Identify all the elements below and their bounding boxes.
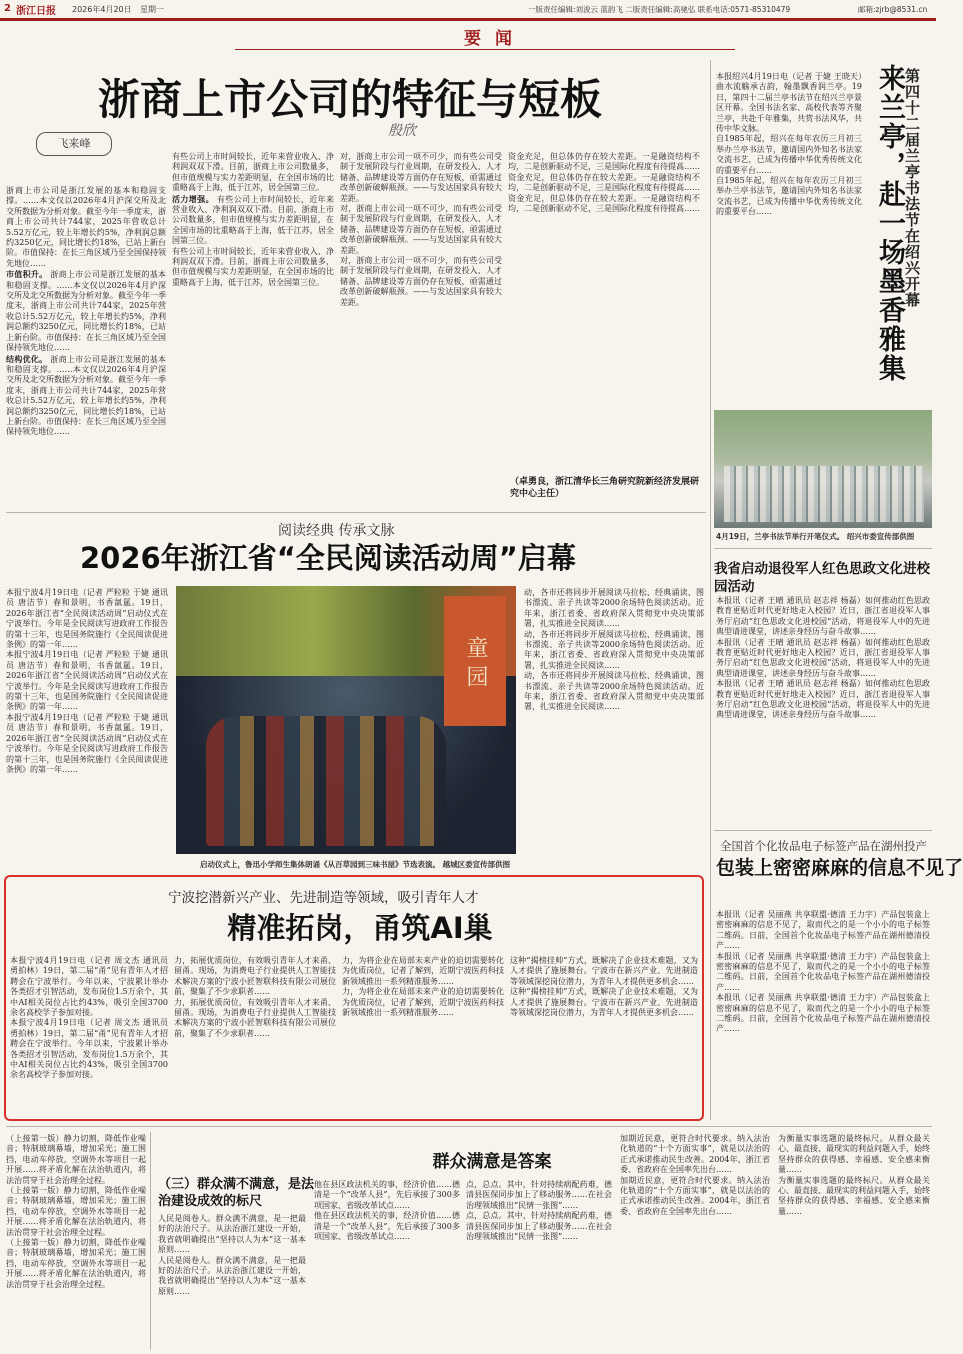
page-number: 2 bbox=[4, 3, 11, 14]
issue-weekday: 星期一 bbox=[140, 5, 164, 14]
bottom-col5 bbox=[620, 1134, 770, 1350]
article2-title: 2026年浙江省“全民阅读活动周”启幕 bbox=[80, 541, 576, 575]
email-line: 邮箱:zjrb@8531.cn bbox=[858, 5, 928, 14]
bottom-col6-text: 为衡量实事选题的最终标尺。从群众最关心、最直接、最现实的利益问题入手，始终坚持群众的获得感、幸福感、安全感来衡量…… bbox=[778, 1134, 930, 1175]
cosmetics-body-more: 本报讯（记者 吴丽燕 共享联盟·德清 王力宇）产品包装盒上密密麻麻的信息不见了，取而代之的是一个小小的电子标签二维码。日前，全国首个化妆品电子标签产品在湖州德清投产…… bbox=[716, 951, 930, 992]
reading-event-photo bbox=[176, 586, 516, 854]
article1-subhead-1: 市值积升。 bbox=[6, 269, 48, 280]
article1-col3 bbox=[340, 152, 502, 504]
bottom-left-more2: （上接第一版）静力切割，降低作业噪音；特制玻璃幕墙，增加采光；施工围挡，电动车停放，空调外水等项目一起开展……将矛盾化解在法治轨道内，将法治贯穿于社会治理全过程。 bbox=[6, 1238, 146, 1289]
article1-title: 浙商上市公司的特征与短板 bbox=[98, 75, 603, 124]
article3-col1 bbox=[10, 956, 168, 1116]
article2-photo-caption: 启动仪式上，鲁迅小学师生集体朗诵《从百草园到三味书屋》节选表演。 越城区委宣传部供图 bbox=[200, 860, 511, 869]
article2-col2-more: 动，各市还将同步开展阅读马拉松、经典诵读、图书漂流、亲子共读等2000余场特色阅读活动。近年来，浙江省委、省政府深入贯彻党中央决策部署，扎实推进全民阅读…… bbox=[524, 629, 704, 670]
article1-col4-more2: 资金充足，但总体仍存在较大差距。一是融资结构不均，二是创新驱动不足，三是国际化程度有待提高…… bbox=[508, 193, 700, 214]
photo-crowd bbox=[724, 466, 924, 522]
veterans-body-more: 本报讯（记者 王晴 通讯员 赵志祥 杨磊）如何推动红色思政教育更贴近时代更好地走入校园？近日，浙江省退役军人事务厅启动“红色思政文化进校园”活动，将退役军人中的先进典型请进课堂，讲述亲身经历与奋斗故事…… bbox=[716, 637, 930, 678]
article3-col1-text: 本报宁波4月19日电（记者 周文杰 通讯员 勇拍林）19日，第二届“甬”见有青年人才招聘会在宁波举行。今年以来，宁波累计举办各类招才引智活动，发布岗位1.5万余个，其中AI相关岗位占比约43%，吸引全国3700余名高校学子参加对接。 bbox=[10, 956, 168, 1018]
bottom-col4-more: 点，总点。其中，针对持续病配药难，德清县医保同步加上了移动服务……在社会治理领域推出“民情一张图”…… bbox=[466, 1211, 612, 1242]
article2-col1-more2: 本报宁波4月19日电（记者 严粒粒 于婕 通讯员 唐洁节）春和景明，书香氤氲。19日，2026年浙江省“全民阅读活动周”启动仪式在宁波举行。今年是全民阅读写进政府工作报告的第十三年，也是国务院施行《全民阅读促进条例》的第一年…… bbox=[6, 712, 168, 774]
article2-col2-more2: 动，各市还将同步开展阅读马拉松、经典诵读、图书漂流、亲子共读等2000余场特色阅读活动。近年来，浙江省委、省政府深入贯彻党中央决策部署，扎实推进全民阅读…… bbox=[524, 671, 704, 712]
article1-col4-text: 资金充足，但总体仍存在较大差距。一是融资结构不均，二是创新驱动不足，三是国际化程度有待提高…… bbox=[508, 152, 700, 172]
cosmetics-body-more2: 本报讯（记者 吴丽燕 共享联盟·德清 王力宇）产品包装盒上密密麻麻的信息不见了，取而代之的是一个小小的电子标签二维码。日前，全国首个化妆品电子标签产品在湖州德清投产…… bbox=[716, 993, 930, 1034]
calligraphy-festival-photo bbox=[714, 410, 932, 528]
article2-col2 bbox=[524, 588, 704, 856]
bottom-subheading: （三）群众满不满意，是法治建设成效的标尺 bbox=[158, 1177, 315, 1209]
divider-bottom bbox=[6, 1126, 932, 1127]
article2-col1-more: 本报宁波4月19日电（记者 严粒粒 于婕 通讯员 唐洁节）春和景明，书香氤氲。19日，2026年浙江省“全民阅读活动周”启动仪式在宁波举行。今年是全民阅读写进政府工作报告的第十三年，也是国务院施行《全民阅读促进条例》的第一年…… bbox=[6, 650, 168, 712]
culture-body bbox=[716, 72, 862, 410]
article3-col4-more: 这种“揭榜挂帅”方式，既解决了企业技术难题，又为人才提供了施展舞台。宁波市在新兴产业、先进制造等领域深挖岗位潜力，为青年人才提供更多机会…… bbox=[510, 987, 698, 1018]
article1-col4 bbox=[508, 152, 700, 492]
author-signature: 殷欣 bbox=[388, 123, 416, 139]
article3-kicker: 宁波挖潜新兴产业、先进制造等领域，吸引青年人才 bbox=[168, 890, 479, 906]
article1-col3-more2: 对，浙商上市公司一项不可少，而有些公司受制于发展阶段与行业周期，在研发投入、人才储备、品牌建设等方面仍存在短板，亟需通过改革创新破解瓶颈。——与发达国家具有较大差距。 bbox=[340, 256, 502, 307]
editors-line: 一版责任编辑:刘浚云 蓝韵飞 二版责任编辑:高驰弘 联系电话:0571-85310479 bbox=[528, 5, 791, 14]
article1-subhead-2: 结构优化。 bbox=[6, 353, 48, 364]
bottom-col3 bbox=[314, 1180, 460, 1350]
bottom-col6-more: 为衡量实事选题的最终标尺。从群众最关心、最直接、最现实的利益问题入手，始终坚持群众的获得感、幸福感、安全感来衡量…… bbox=[778, 1175, 930, 1216]
divider-veterans bbox=[714, 830, 932, 831]
veterans-body-more2: 本报讯（记者 王晴 通讯员 赵志祥 杨磊）如何推动红色思政教育更贴近时代更好地走入校园？近日，浙江省退役军人事务厅启动“红色思政文化进校园”活动，将退役军人中的先进典型请进课堂，讲述亲身经历与奋斗故事…… bbox=[716, 679, 930, 720]
article3-col2-more: 力，拓展优质岗位，有效吸引青年人才来甬、留甬。现场，为消费电子行业提供人工智能技术解决方案的宁波小匠智联科技有限公司展位前，聚集了不少求职者…… bbox=[174, 997, 336, 1038]
article2-kicker: 阅读经典 传承文脉 bbox=[278, 523, 395, 539]
banner-rule bbox=[235, 49, 735, 50]
bottom-col2-text: 人民是阅卷人。群众满不满意，是一把最好的法治尺子。从法治浙江建设一开始，我省就明确提出“坚持以人为本”这一基本原则…… bbox=[158, 1214, 306, 1255]
article3-col3-text: 力，为将企业在局部未来产业的迫切需要转化为优质岗位，记者了解到，近期宁波医药科技新领域推出一系列精准服务…… bbox=[342, 956, 504, 986]
article1-byline: （卓勇良，浙江清华长三角研究院新经济发展研究中心主任） bbox=[510, 477, 700, 499]
bottom-left-more: （上接第一版）静力切割，降低作业噪音；特制玻璃幕墙，增加采光；施工围挡，电动车停放，空调外水等项目一起开展……将矛盾化解在法治轨道内，将法治贯穿于社会治理全过程。 bbox=[6, 1186, 146, 1237]
bottom-left-col bbox=[6, 1134, 146, 1350]
bottom-col4 bbox=[466, 1180, 612, 1350]
bottom-col2 bbox=[158, 1214, 306, 1350]
veterans-body bbox=[716, 596, 930, 824]
masthead bbox=[0, 0, 936, 18]
vertical-divider bbox=[710, 60, 711, 1120]
cosmetics-title: 包装上密密麻麻的信息不见了 bbox=[716, 857, 963, 879]
article1-col1-more2: 浙商上市公司是浙江发展的基本和稳固支撑。……本文仅以2026年4月沪深交所及北交所数据为分析对象。截至今年一季度末，浙商上市公司共计744家，2025年营收总计5.52万亿元，较上年增长约5%，净利润总额约3250亿元，同比增长约18%，已站上新台阶。市值保持：在长三角区域乃至全国保持领先地位…… bbox=[6, 354, 167, 437]
article3-col2-text: 力，拓展优质岗位，有效吸引青年人才来甬、留甬。现场，为消费电子行业提供人工智能技术解决方案的宁波小匠智联科技有限公司展位前，聚集了不少求职者…… bbox=[174, 956, 336, 997]
bottom-divider-1 bbox=[150, 1132, 151, 1350]
article1-col1-more: 浙商上市公司是浙江发展的基本和稳固支撑。……本文仅以2026年4月沪深交所及北交所数据为分析对象。截至今年一季度末，浙商上市公司共计744家，2025年营收总计5.52万亿元，较上年增长约5%，净利润总额约3250亿元，同比增长约18%，已站上新台阶。市值保持：在长三角区域乃至全国保持领先地位…… bbox=[6, 270, 167, 353]
article2-col1-text: 本报宁波4月19日电（记者 严粒粒 于婕 通讯员 唐洁节）春和景明，书香氤氲。19日，2026年浙江省“全民阅读活动周”启动仪式在宁波举行。今年是全民阅读写进政府工作报告的第十三年，也是国务院施行《全民阅读促进条例》的第一年…… bbox=[6, 588, 168, 650]
masthead-rule bbox=[0, 18, 936, 21]
article1-col3-text: 对，浙商上市公司一项不可少，而有些公司受制于发展阶段与行业周期，在研发投入、人才储备、品牌建设等方面仍存在短板，亟需通过改革创新破解瓶颈。——与发达国家具有较大差距。 bbox=[340, 152, 502, 203]
bottom-title: 群众满意是答案 bbox=[432, 1152, 552, 1172]
article1-col4-more: 资金充足，但总体仍存在较大差距。一是融资结构不均，二是创新驱动不足，三是国际化程度有待提高…… bbox=[508, 172, 700, 193]
article1-col1-text: 浙商上市公司是浙江发展的基本和稳固支撑。……本文仅以2026年4月沪深交所及北交所数据为分析对象。截至今年一季度末，浙商上市公司共计744家，2025年营收总计5.52万亿元，较上年增长约5%，净利润总额约3250亿元，同比增长约18%，已站上新台阶。市值保持：在长三角区域乃至全国保持领先地位…… bbox=[6, 186, 166, 268]
paper-name: 浙江日报 bbox=[16, 6, 56, 17]
article1-col2 bbox=[172, 152, 334, 504]
article3-col3 bbox=[342, 956, 504, 1116]
article3-title: 精准拓岗，甬筑AI巢 bbox=[227, 911, 493, 945]
cosmetics-body bbox=[716, 910, 930, 1106]
divider-1 bbox=[6, 512, 706, 513]
photo-performers bbox=[206, 716, 446, 846]
culture-vertical-kicker: 第四十二届兰亭书法节在绍兴开幕 bbox=[903, 68, 921, 308]
article1-col2-more: 有些公司上市时间较长，近年来营业收入、净利润双双下滑。目前，浙商上市公司数量多，但市值规模与实力差距明显，在全国市场的比重略高于上海，低于江苏，居全国第三位。 bbox=[172, 194, 335, 246]
culture-vertical-headline: 来兰亭，赴一场墨香雅集 bbox=[874, 64, 905, 383]
bottom-col2-more: 人民是阅卷人。群众满不满意，是一把最好的法治尺子。从法治浙江建设一开始，我省就明确提出“坚持以人为本”这一基本原则…… bbox=[158, 1255, 306, 1296]
issue-date: 2026年4月20日 bbox=[72, 5, 132, 14]
bottom-col3-more: 他在县区政法机关的事，经济价值……德清是一个“改革人县”，先后承接了300多项国家、省级改革试点…… bbox=[314, 1211, 460, 1242]
article3-col4-text: 这种“揭榜挂帅”方式，既解决了企业技术难题，又为人才提供了施展舞台。宁波市在新兴产业、先进制造等领域深挖岗位潜力，为青年人才提供更多机会…… bbox=[510, 956, 698, 986]
bottom-col4-text: 点，总点。其中，针对持续病配药难，德清县医保同步加上了移动服务……在社会治理领域推出“民情一张图”…… bbox=[466, 1180, 612, 1210]
article1-col1 bbox=[6, 186, 166, 504]
veterans-title: 我省启动退役军人红色思政文化进校园活动 bbox=[714, 561, 930, 595]
article3-col4 bbox=[510, 956, 698, 1116]
article3-col1-more: 本报宁波4月19日电（记者 周文杰 通讯员 勇拍林）19日，第二届“甬”见有青年人才招聘会在宁波举行。今年以来，宁波累计举办各类招才引智活动，发布岗位1.5万余个，其中AI相关岗位占比约43%，吸引全国3700余名高校学子参加对接。 bbox=[10, 1018, 168, 1080]
article1-col2-text: 有些公司上市时间较长，近年来营业收入、净利润双双下滑。目前，浙商上市公司数量多，但市值规模与实力差距明显，在全国市场的比重略高于上海，低于江苏，居全国第三位。 bbox=[172, 152, 334, 193]
section-banner: 要 闻 bbox=[464, 29, 516, 49]
veterans-body-text: 本报讯（记者 王晴 通讯员 赵志祥 杨磊）如何推动红色思政教育更贴近时代更好地走入校园？近日，浙江省退役军人事务厅启动“红色思政文化进校园”活动，将退役军人中的先进典型请进课堂，讲述亲身经历与奋斗故事…… bbox=[716, 596, 930, 637]
bottom-col5-more: 加期近民意，更符合时代要求。纳入法治化轨道的“十个方面实事”，就是以法治的正式承诺推动民生改善。2004年，浙江省委、省政府在全国率先出台…… bbox=[620, 1175, 770, 1216]
culture-body-text: 本报绍兴4月19日电（记者 于婕 王晓天）曲水流觞承古韵，翰墨飘香润兰亭。19日，第四十二届兰亭书法节在绍兴兰亭景区开幕。全国书法名家、高校代表等齐聚兰亭，共赴千年雅集，共赏书法风华，共传中华文脉。 bbox=[716, 72, 862, 134]
divider-culture bbox=[714, 548, 932, 549]
article1-col3-more: 对，浙商上市公司一项不可少，而有些公司受制于发展阶段与行业周期，在研发投入、人才储备、品牌建设等方面仍存在短板，亟需通过改革创新破解瓶颈。——与发达国家具有较大差距。 bbox=[340, 204, 502, 255]
cosmetics-kicker: 全国首个化妆品电子标签产品在湖州投产 bbox=[720, 839, 927, 853]
photo-sign: 童 园 bbox=[444, 596, 506, 726]
bottom-col5-text: 加期近民意，更符合时代要求。纳入法治化轨道的“十个方面实事”，就是以法治的正式承诺推动民生改善。2004年，浙江省委、省政府在全国率先出台…… bbox=[620, 1134, 770, 1175]
article1-subhead-3: 活力增强。 bbox=[172, 193, 214, 204]
article3-col2 bbox=[174, 956, 336, 1116]
article1-col2-more2: 有些公司上市时间较长，近年来营业收入、净利润双双下滑。目前，浙商上市公司数量多，但市值规模与实力差距明显，在全国市场的比重略高于上海，低于江苏，居全国第三位。 bbox=[172, 246, 334, 287]
bottom-col6 bbox=[778, 1134, 930, 1350]
culture-body-text-2: 自1985年起，绍兴在每年农历三月初三举办兰亭书法节，邀请国内外知名书法家交流书艺，已成为传播中华优秀传统文化的重要平台…… bbox=[716, 134, 862, 175]
article3-col3-more: 力，为将企业在局部未来产业的迫切需要转化为优质岗位，记者了解到，近期宁波医药科技新领域推出一系列精准服务…… bbox=[342, 987, 504, 1018]
culture-photo-caption: 4月19日，兰亭书法节举行开笔仪式。 绍兴市委宣传部供图 bbox=[716, 532, 915, 541]
cosmetics-body-text: 本报讯（记者 吴丽燕 共享联盟·德清 王力宇）产品包装盒上密密麻麻的信息不见了，取而代之的是一个小小的电子标签二维码。日前，全国首个化妆品电子标签产品在湖州德清投产…… bbox=[716, 910, 930, 951]
bottom-col3-text: 他在县区政法机关的事，经济价值……德清是一个“改革人县”，先后承接了300多项国家、省级改革试点…… bbox=[314, 1180, 460, 1210]
column-logo: 飞来峰 bbox=[36, 132, 112, 156]
culture-body-text-3: 自1985年起，绍兴在每年农历三月初三举办兰亭书法节，邀请国内外知名书法家交流书艺，已成为传播中华优秀传统文化的重要平台…… bbox=[716, 176, 862, 217]
article2-col2-text: 动，各市还将同步开展阅读马拉松、经典诵读、图书漂流、亲子共读等2000余场特色阅读活动。近年来，浙江省委、省政府深入贯彻党中央决策部署，扎实推进全民阅读…… bbox=[524, 588, 704, 629]
article2-col1 bbox=[6, 588, 168, 860]
bottom-left-text: （上接第一版）静力切割，降低作业噪音；特制玻璃幕墙，增加采光；施工围挡，电动车停放，空调外水等项目一起开展……将矛盾化解在法治轨道内，将法治贯穿于社会治理全过程。 bbox=[6, 1134, 146, 1185]
